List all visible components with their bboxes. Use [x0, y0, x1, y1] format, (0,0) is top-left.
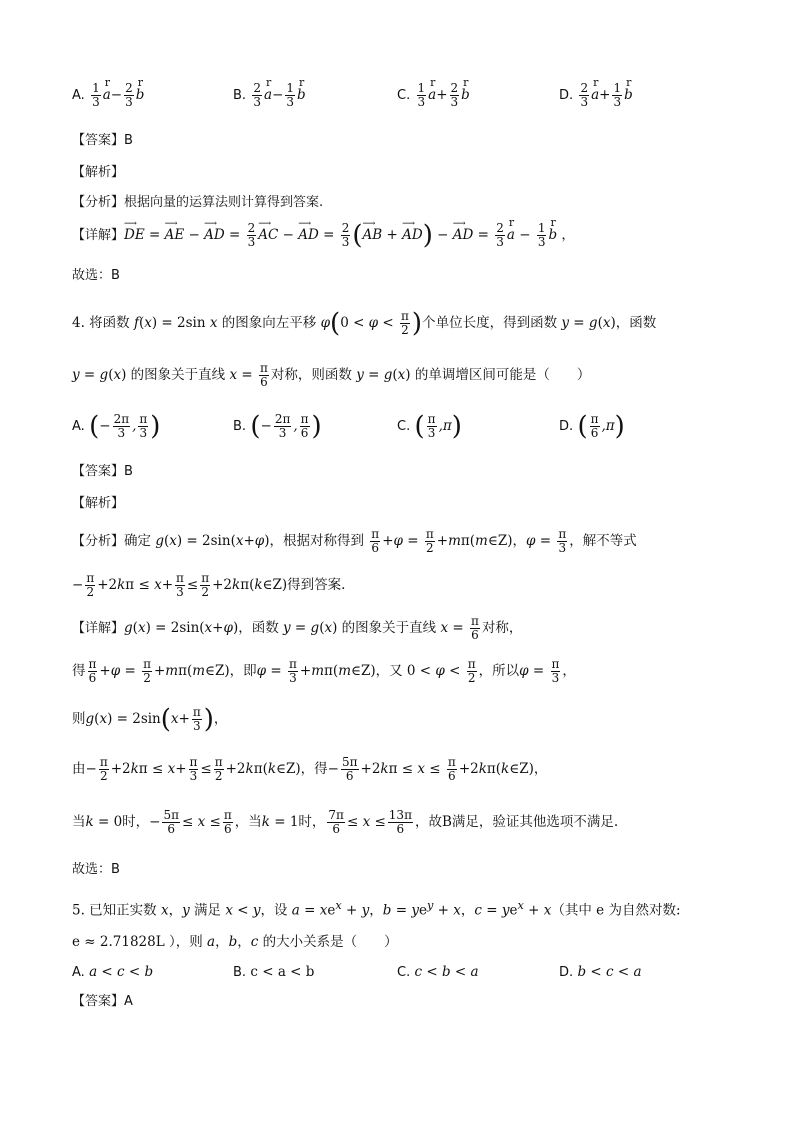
q4-option-d: D. ( $\frac{\pi}{6}$ ,π)	[559, 411, 625, 442]
q4-analysis-heading: 【解析】	[72, 496, 125, 511]
q4-stem-line2: y = g(x) 的图象关于直线 x = $\frac{\pi}{6}$ 对称，则函数 y = g(x) 的单调增区间可能是（ ）	[72, 361, 591, 389]
q3-option-b: B. $\frac{2}{3}$ r a− $\frac{1}{3}$ r b	[233, 82, 306, 109]
q5-stem-line2: e ≈ 2.71828L ），则 a，b，c 的大小关系是（ ）	[72, 934, 398, 950]
q3-option-d: D. $\frac{2}{3}$ r a+ $\frac{1}{3}$ r b	[559, 82, 633, 109]
q3-option-b-expr: $\frac{2}{3}$ r a− $\frac{1}{3}$ r b	[250, 87, 305, 103]
q3-answer: 【答案】B	[72, 133, 133, 148]
q4-option-a: A. (− $\frac{2\pi}{3}$ , $\frac{\pi}{3}$ )	[72, 411, 161, 442]
q3-option-c-expr: $\frac{1}{3}$ r a+ $\frac{2}{3}$ r b	[415, 87, 470, 103]
q5-option-c: C. c < b < a	[397, 964, 479, 980]
q4-fenxi-line2: − $\frac{\pi}{2}$ +2kπ ≤ x+ $\frac{\pi}{3}$ ≤ $\frac{\pi}{2}$ +2kπ(k∈Z)得到答案.	[72, 571, 346, 599]
q4-xiangjie-line3: 则g(x) = 2sin(x+ $\frac{\pi}{3}$ )，	[72, 704, 228, 735]
q4-option-b: B. (− $\frac{2\pi}{3}$ , $\frac{\pi}{6}$ )	[233, 411, 322, 442]
q4-answer: 【答案】B	[72, 464, 133, 479]
q5-option-a: A. a < c < b	[72, 964, 154, 980]
q4-option-c: C. ( $\frac{\pi}{3}$ ,π)	[397, 411, 462, 442]
q3-conclusion: 故选：B	[72, 268, 120, 283]
q5-option-d: D. b < c < a	[559, 964, 642, 980]
q3-option-a: A. $\frac{1}{3}$ r a− $\frac{2}{3}$ r b	[72, 82, 144, 109]
q5-option-b: B. c < a < b	[233, 964, 315, 980]
q5-stem-line1: 5. 已知正实数 x，y 满足 x < y，设 $a = xe^x + y$，$b = ye^y + x$，$c = ye^x + x$（其中 e 为自然对数:	[72, 899, 681, 919]
q3-fenxi: 【分析】根据向量的运算法则计算得到答案.	[72, 195, 324, 210]
q5-answer: 【答案】A	[72, 994, 133, 1009]
q4-xiangjie-line2: 得 $\frac{\pi}{6}$ +φ = $\frac{\pi}{2}$ +mπ(m∈Z)，即φ = $\frac{\pi}{3}$ +mπ(m∈Z)，又 0 < φ < $\frac{\pi}{2}$ ，所以φ = $\frac{\pi}{3}$ ，	[72, 657, 576, 685]
q3-option-a-expr: $\frac{1}{3}$ r a− $\frac{2}{3}$ r b	[89, 87, 144, 103]
q3-analysis-heading: 【解析】	[72, 165, 125, 180]
q4-conclusion: 故选：B	[72, 862, 120, 877]
q3-option-c: C. $\frac{1}{3}$ r a+ $\frac{2}{3}$ r b	[397, 82, 470, 109]
q4-xiangjie-line4: 由− $\frac{\pi}{2}$ +2kπ ≤ x+ $\frac{\pi}{3}$ ≤ $\frac{\pi}{2}$ +2kπ(k∈Z)，得− $\frac{5\pi}{6}$ +2kπ ≤ x ≤ $\frac{\pi}{6}$ +2kπ(k∈Z)，	[72, 755, 548, 783]
q4-stem-line1: 4. 将函数 f(x) = 2sin x 的图象向左平移 φ(0 < φ < $\frac{\pi}{2}$ )个单位长度，得到函数 y = g(x)，函数	[72, 308, 657, 339]
q3-xiangjie: 【详解】⟶ DE = ⟶ AE − ⟶ AD = $\frac{2}{3}$ ⟶ AC − ⟶ AD = $\frac{2}{3}$ (⟶ AB + ⟶ AD) − ⟶ AD = $\frac{2}{3}$ r a − $\frac{1}{3}$ r b ，	[72, 222, 575, 249]
q4-fenxi-line1: 【分析】确定 g(x) = 2sin(x+φ)，根据对称得到 $\frac{\pi}{6}$ +φ = $\frac{\pi}{2}$ +mπ(m∈Z)，φ = $\frac{\pi}{3}$ ，解不等式	[72, 527, 637, 555]
q3-option-d-expr: $\frac{2}{3}$ r a+ $\frac{1}{3}$ r b	[577, 87, 632, 103]
q4-xiangjie-line5: 当k = 0时，− $\frac{5\pi}{6}$ ≤ x ≤ $\frac{\pi}{6}$ ，当k = 1时， $\frac{7\pi}{6}$ ≤ x ≤ $\frac{13\pi}{6}$ ，故B满足，验证其他选项不满足.	[72, 808, 619, 836]
q4-xiangjie-line1: 【详解】g(x) = 2sin(x+φ)，函数 y = g(x) 的图象关于直线 x = $\frac{\pi}{6}$ 对称，	[72, 614, 523, 642]
